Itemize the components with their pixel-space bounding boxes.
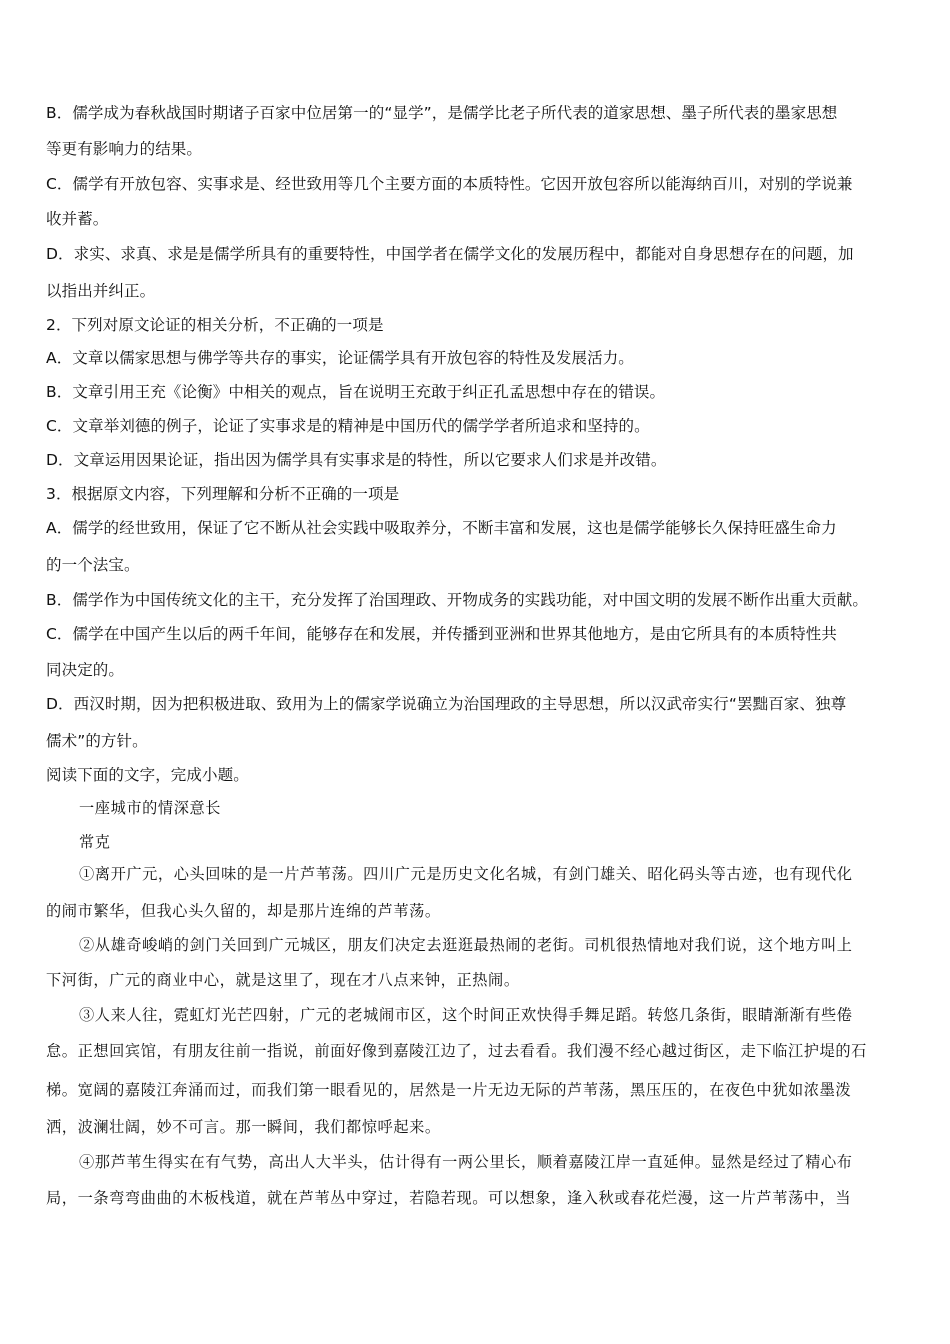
q1-option-c-line2: 收并蓄。 xyxy=(46,210,109,228)
q3-option-a-line1: A．儒学的经世致用，保证了它不断从社会实践中吸取养分，不断丰富和发展，这也是儒学能够长久保持旺盛生命力 xyxy=(46,519,837,537)
q3-stem: 3．根据原文内容，下列理解和分析不正确的一项是 xyxy=(46,485,400,503)
passage-p3-line1: ③人来人往，霓虹灯光芒四射，广元的老城闹市区，这个时间正欢快得手舞足蹈。转悠几条街，眼睛渐渐有些倦 xyxy=(79,1006,853,1024)
q2-option-d: D．文章运用因果论证，指出因为儒学具有实事求是的特性，所以它要求人们求是并改错。 xyxy=(46,451,667,469)
q2-option-c: C．文章举刘德的例子，论证了实事求是的精神是中国历代的儒学学者所追求和坚持的。 xyxy=(46,417,650,435)
q1-option-d-line1: D．求实、求真、求是是儒学所具有的重要特性，中国学者在儒学文化的发展历程中，都能对自身思想存在的问题，加 xyxy=(46,245,854,263)
passage-p2-line2: 下河街，广元的商业中心，就是这里了，现在才八点来钟，正热闹。 xyxy=(46,971,520,989)
q1-option-b-line1: B．儒学成为春秋战国时期诸子百家中位居第一的“显学”，是儒学比老子所代表的道家思想、墨子所代表的墨家思想 xyxy=(46,104,838,122)
q3-option-d-line2: 儒术”的方针。 xyxy=(46,732,148,750)
passage-p1-line2: 的闹市繁华，但我心头久留的，却是那片连绵的芦苇荡。 xyxy=(46,902,441,920)
passage-p2-line1: ②从雄奇峻峭的剑门关回到广元城区，朋友们决定去逛逛最热闹的老街。司机很热情地对我们说，这个地方叫上 xyxy=(79,936,853,954)
passage-p1-line1: ①离开广元，心头回味的是一片芦苇荡。四川广元是历史文化名城，有剑门雄关、昭化码头等古迹，也有现代化 xyxy=(79,865,853,883)
q2-option-b: B．文章引用王充《论衡》中相关的观点，旨在说明王充敢于纠正孔孟思想中存在的错误。 xyxy=(46,383,666,401)
q3-option-c-line2: 同决定的。 xyxy=(46,661,125,679)
q3-option-c-line1: C．儒学在中国产生以后的两千年间，能够存在和发展，并传播到亚洲和世界其他地方，是由它所具有的本质特性共 xyxy=(46,625,837,643)
q2-stem: 2．下列对原文论证的相关分析，不正确的一项是 xyxy=(46,316,384,334)
q3-option-b: B．儒学作为中国传统文化的主干，充分发挥了治国理政、开物成务的实践功能，对中国文明的发展不断作出重大贡献。 xyxy=(46,591,868,609)
passage-author: 常克 xyxy=(79,833,111,851)
passage-p3-line4: 洒，波澜壮阔，妙不可言。那一瞬间，我们都惊呼起来。 xyxy=(46,1118,441,1136)
reading-instruction: 阅读下面的文字，完成小题。 xyxy=(46,766,249,784)
passage-title: 一座城市的情深意长 xyxy=(79,799,222,817)
q2-option-a: A．文章以儒家思想与佛学等共存的事实，论证儒学具有开放包容的特性及发展活力。 xyxy=(46,349,634,367)
passage-p3-line3: 梯。宽阔的嘉陵江奔涌而过，而我们第一眼看见的，居然是一片无边无际的芦苇荡，黑压压的，在夜色中犹如浓墨泼 xyxy=(46,1081,852,1099)
q3-option-d-line1: D．西汉时期，因为把积极进取、致用为上的儒家学说确立为治国理政的主导思想，所以汉武帝实行“罢黜百家、独尊 xyxy=(46,695,847,713)
passage-p4-line1: ④那芦苇生得实在有气势，高出人大半头，估计得有一两公里长，顺着嘉陵江岸一直延伸。显然是经过了精心布 xyxy=(79,1153,853,1171)
q1-option-b-line2: 等更有影响力的结果。 xyxy=(46,140,203,158)
passage-p4-line2: 局，一条弯弯曲曲的木板栈道，就在芦苇丛中穿过，若隐若现。可以想象，逢入秋或春花烂漫，这一片芦苇荡中，当 xyxy=(46,1189,852,1207)
q1-option-c-line1: C．儒学有开放包容、实事求是、经世致用等几个主要方面的本质特性。它因开放包容所以能海纳百川，对别的学说兼 xyxy=(46,175,853,193)
q1-option-d-line2: 以指出并纠正。 xyxy=(46,282,156,300)
q3-option-a-line2: 的一个法宝。 xyxy=(46,556,140,574)
passage-p3-line2: 怠。正想回宾馆，有朋友往前一指说，前面好像到嘉陵江边了，过去看看。我们漫不经心越过街区，走下临江护堤的石 xyxy=(46,1042,867,1060)
